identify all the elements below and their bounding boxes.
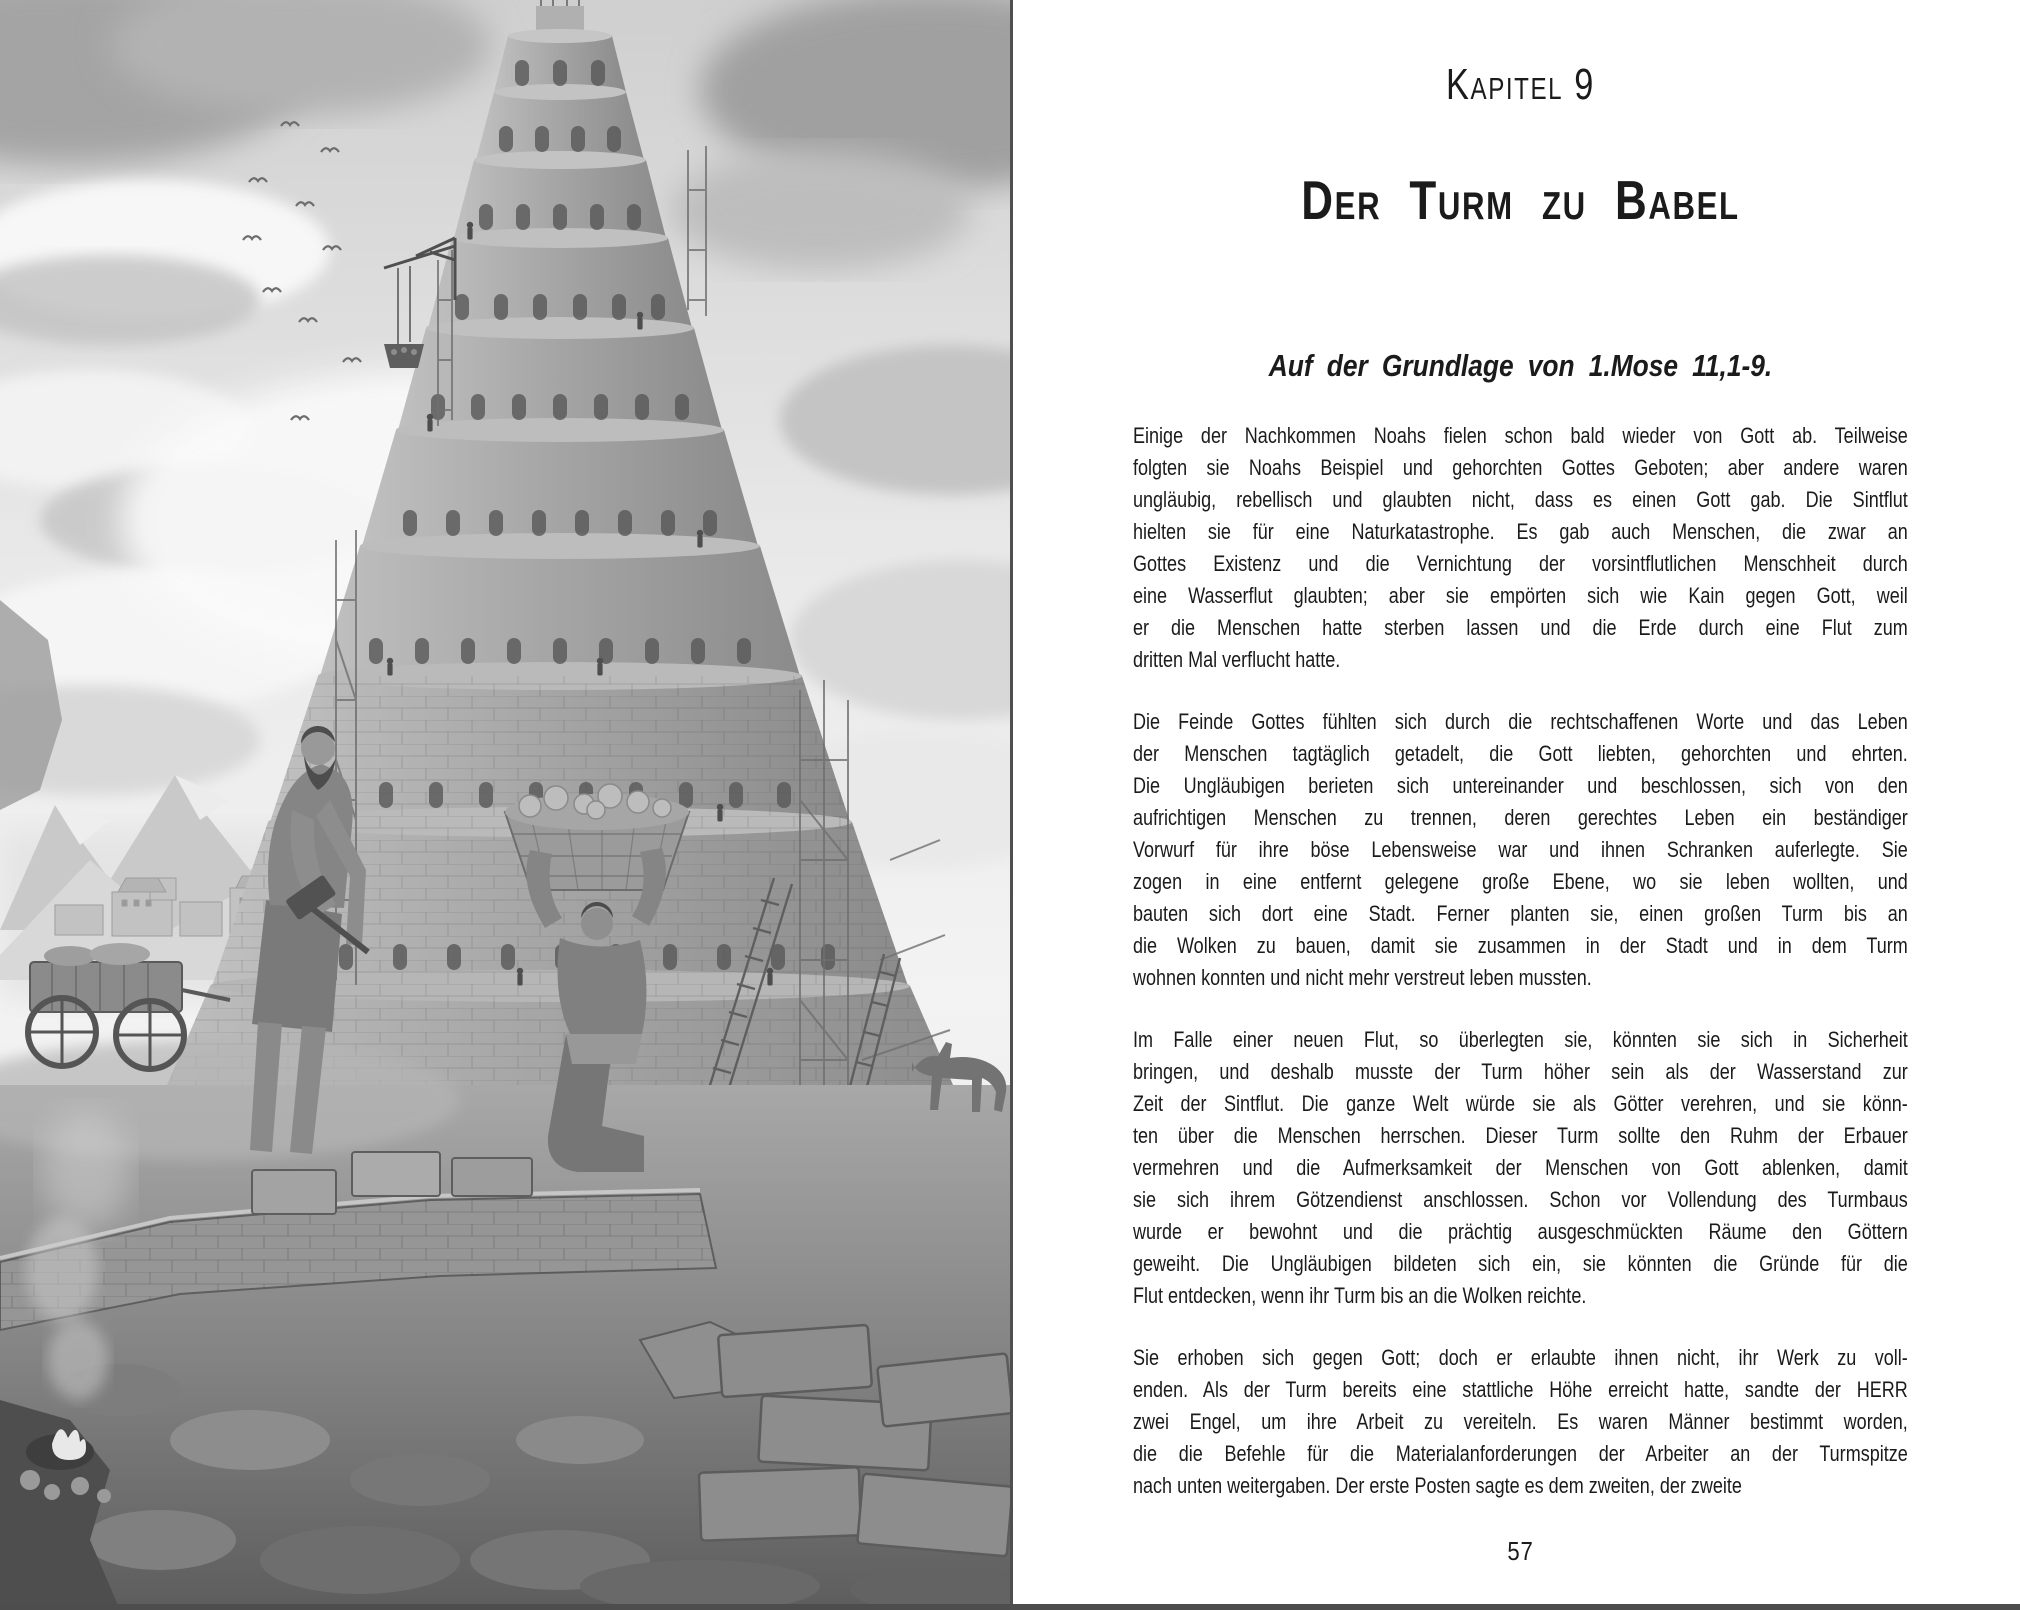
- text-line: folgten sie Noahs Beispiel und gehorchten Gottes Geboten; aber andere waren: [1133, 455, 1908, 480]
- text-line: ungläubig, rebellisch und glaubten nicht, dass es einen Gott gab. Die Sintflut: [1133, 487, 1908, 512]
- text-line: aufrichtigen Menschen zu trennen, deren gerechtes Leben ein beständiger: [1133, 805, 1908, 830]
- text-line: zogen in eine entfernt gelegene große Ebene, wo sie leben wollten, und: [1133, 869, 1908, 894]
- page-gutter-line: [1010, 0, 1013, 1610]
- text-line: Einige der Nachkommen Noahs fielen schon bald wieder von Gott ab. Teilweise: [1133, 423, 1908, 448]
- paragraph: [1133, 420, 1908, 676]
- text-line: die die Befehle für die Materialanforderungen der Arbeiter an der Turmspitze: [1133, 1441, 1908, 1466]
- text-line: Die Feinde Gottes fühlten sich durch die rechtschaffenen Worte und das Leben: [1133, 709, 1908, 734]
- text-line: hielten sie für eine Naturkatastrophe. Es gab auch Menschen, die zwar an: [1133, 519, 1908, 544]
- text-line: er die Menschen hatte sterben lassen und die Erde durch eine Flut zum: [1133, 615, 1908, 640]
- text-line: sie sich ihrem Götzendienst anschlossen. Schon vor Vollendung des Turmbaus: [1133, 1187, 1908, 1212]
- text-line: Die Ungläubigen berieten sich untereinander und beschlossen, sich von den: [1133, 773, 1908, 798]
- chapter-subtitle: Auf der Grundlage von 1.Mose 11,1-9.: [1268, 348, 1773, 383]
- text-line: bringen, und deshalb musste der Turm höher sein als der Wasserstand zur: [1133, 1059, 1908, 1084]
- text-line: Gottes Existenz und die Vernichtung der vorsintflutlichen Menschheit durch: [1133, 551, 1908, 576]
- right-page: [1013, 0, 2020, 1610]
- paragraph: [1133, 1024, 1908, 1312]
- paragraph: [1133, 1342, 1908, 1502]
- text-line: wurde er bewohnt und die prächtig ausgeschmückten Räume den Göttern: [1133, 1219, 1908, 1244]
- paragraph: [1133, 706, 1908, 994]
- text-line: Flut entdecken, wenn ihr Turm bis an die Wolken reichte.: [1133, 1283, 1587, 1308]
- text-line: zwei Engel, um ihre Arbeit zu vereiteln. Es waren Männer bestimmt worden,: [1133, 1409, 1908, 1434]
- text-line: geweiht. Die Ungläubigen bildeten sich ein, sie könnten die Gründe für die: [1133, 1251, 1908, 1276]
- text-line: die Wolken zu bauen, damit sie zusammen in der Stadt und in dem Turm: [1133, 933, 1908, 958]
- page-number: 57: [1507, 1536, 1534, 1566]
- text-line: der Menschen tagtäglich getadelt, die Gott liebten, gehorchten und ehrten.: [1133, 741, 1908, 766]
- bottom-edge-rule: [0, 1604, 2020, 1610]
- chapter-kicker: Kapitel 9: [1446, 60, 1595, 109]
- text-line: Im Falle einer neuen Flut, so überlegten sie, könnten sie sich in Sicherheit: [1133, 1027, 1908, 1052]
- text-line: Sie erhoben sich gegen Gott; doch er erlaubte ihnen nicht, ihr Werk zu voll-: [1133, 1345, 1908, 1370]
- text-line: ten über die Menschen herrschen. Dieser Turm sollte den Ruhm der Erbauer: [1133, 1123, 1908, 1148]
- text-line: Vorwurf für ihre böse Lebensweise war und ihnen Schranken auferlegte. Sie: [1133, 837, 1908, 862]
- text-line: dritten Mal verflucht hatte.: [1133, 647, 1341, 672]
- text-line: nach unten weitergaben. Der erste Posten sagte es dem zweiten, der zweite: [1133, 1473, 1742, 1498]
- text-line: wohnen konnten und nicht mehr verstreut leben mussten.: [1133, 965, 1592, 990]
- chapter-title: Der Turm zu Babel: [1301, 169, 1740, 231]
- text-line: Zeit der Sintflut. Die ganze Welt würde sie als Götter verehren, und sie könn-: [1133, 1091, 1908, 1116]
- text-line: bauten sich dort eine Stadt. Ferner planten sie, einen großen Turm bis an: [1133, 901, 1908, 926]
- text-line: vermehren und die Aufmerksamkeit der Menschen von Gott ablenken, damit: [1133, 1155, 1908, 1180]
- text-line: eine Wasserflut glaubten; aber sie empörten sich wie Kain gegen Gott, weil: [1133, 583, 1908, 608]
- text-line: enden. Als der Turm bereits eine stattliche Höhe erreicht hatte, sandte der HERR: [1133, 1377, 1908, 1402]
- article-body: [1133, 420, 1908, 1502]
